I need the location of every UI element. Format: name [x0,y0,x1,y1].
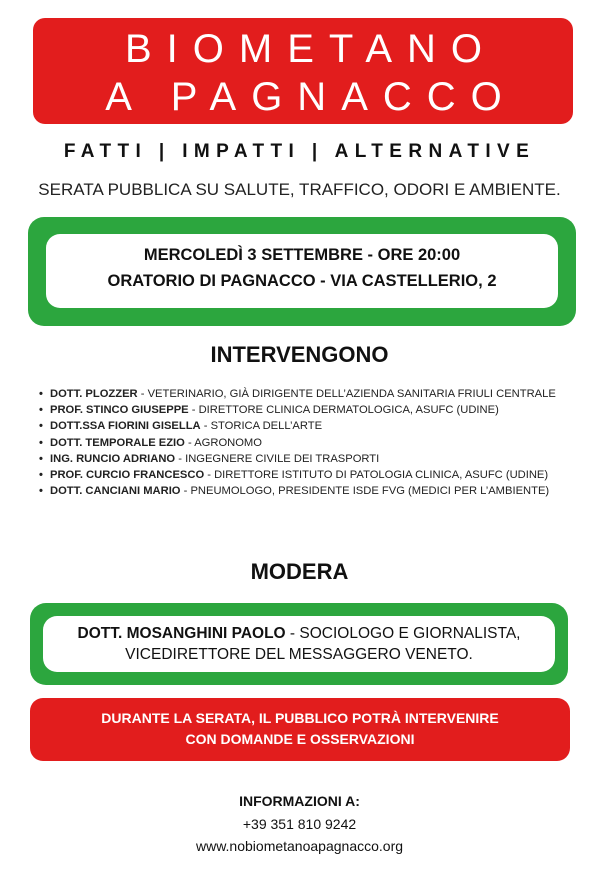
speaker-item [38,418,558,434]
speaker-role: - STORICA DELL’ARTE [200,420,323,433]
bullet-icon: • [39,452,43,465]
speaker-item [38,386,558,402]
moderator-text [43,623,555,665]
title-line-1: BIOMETANO [124,27,498,71]
audience-note-banner [30,698,570,761]
bullet-icon: • [39,404,43,417]
speaker-name: DOTT. TEMPORALE EZIO [50,436,185,449]
bullet-icon: • [39,436,43,449]
title-line-2: A PAGNACCO [105,75,517,119]
speaker-name: PROF. CURCIO FRANCESCO [50,469,205,482]
event-location: ORATORIO DI PAGNACCO - VIA CASTELLERIO, 2 [107,272,497,290]
speaker-name: DOTT.SSA FIORINI GISELLA [50,420,201,433]
subtitle: SERATA PUBBLICA SU SALUTE, TRAFFICO, ODORI E AMBIENTE. [38,180,561,199]
speaker-role: - AGRONOMO [184,436,262,449]
speaker-role: - VETERINARIO, GIÀ DIRIGENTE DELL’AZIENDA SANITARIA FRIULI CENTRALE [137,388,556,400]
moderator-role: - SOCIOLOGO E GIORNALISTA, VICEDIRETTORE DEL MESSAGGERO VENETO. [125,625,521,663]
event-details-box [28,217,576,326]
audience-note-line-1: DURANTE LA SERATA, IL PUBBLICO POTRÀ INTERVENIRE [101,710,499,726]
info-website[interactable]: www.nobiometanoapagnacco.org [195,838,404,854]
speaker-item [38,402,558,418]
speaker-role: - DIRETTORE ISTITUTO DI PATOLOGIA CLINICA, ASUFC (UDINE) [204,469,549,482]
speaker-item [38,451,558,467]
speaker-name: ING. RUNCIO ADRIANO [50,452,176,465]
speaker-item [38,483,558,499]
speakers-heading: INTERVENGONO [210,342,389,367]
moderator-inner [43,616,555,672]
event-details-inner [46,234,558,308]
bullet-icon: • [39,485,43,498]
speaker-role: - PNEUMOLOGO, PRESIDENTE ISDE FVG (MEDICI PER L’AMBIENTE) [180,485,550,498]
moderator-name: DOTT. MOSANGHINI PAOLO [77,625,286,642]
event-date-time: MERCOLEDÌ 3 SETTEMBRE - ORE 20:00 [143,246,461,264]
audience-note-line-2: CON DOMANDE E OSSERVAZIONI [185,731,415,747]
info-phone: +39 351 810 9242 [242,816,357,832]
bullet-icon: • [39,388,43,400]
speaker-name: DOTT. PLOZZER [50,388,138,400]
speaker-item [38,435,558,451]
bullet-icon: • [39,420,43,433]
speaker-name: PROF. STINCO GIUSEPPE [50,404,189,417]
info-heading: INFORMAZIONI A: [239,793,360,809]
speaker-name: DOTT. CANCIANI MARIO [50,485,181,498]
speaker-item [38,467,558,483]
moderator-box [30,603,568,685]
speakers-list [38,386,558,499]
tagline: FATTI | IMPATTI | ALTERNATIVE [63,141,536,162]
speaker-role: - INGEGNERE CIVILE DEI TRASPORTI [175,452,380,465]
bullet-icon: • [39,469,43,482]
title-banner [33,18,573,124]
speaker-role: - DIRETTORE CLINICA DERMATOLOGICA, ASUFC (UDINE) [188,404,499,417]
moderator-heading: MODERA [250,559,349,584]
